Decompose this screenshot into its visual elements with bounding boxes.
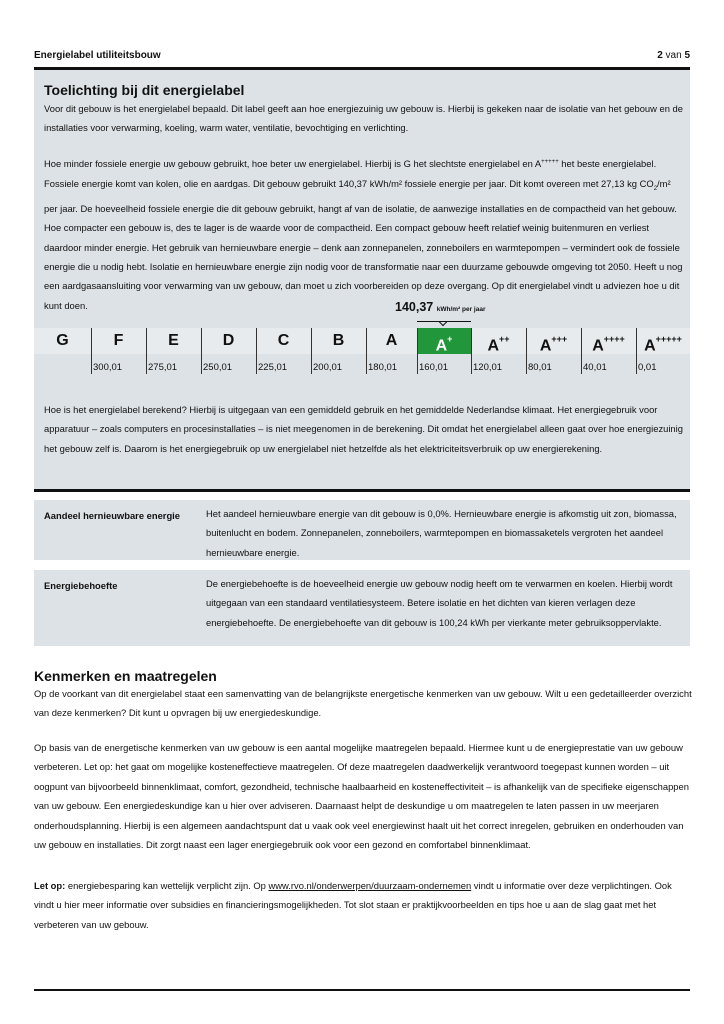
scale-tick xyxy=(471,328,472,374)
section-title-measures: Kenmerken en maatregelen xyxy=(34,668,217,684)
threshold-a-4plus: 40,01 xyxy=(583,362,607,373)
page-header xyxy=(34,50,690,66)
threshold-a: 180,01 xyxy=(368,362,398,373)
energy-demand-row xyxy=(34,570,690,646)
scale-tick xyxy=(146,328,147,374)
label-a-plus-active: A+ xyxy=(417,328,471,354)
renewable-energy-text: Het aandeel hernieuwbare energie van dit gebouw is 0,0%. Hernieuwbare energie is afkomstig uit zon, biomassa, buitenlucht en bodem. Zonnepanelen, zonneboilers, warmtepompen en biomassaketels vergroten het aandeel hernieuwbare energie. xyxy=(206,508,677,558)
threshold-a-3plus: 80,01 xyxy=(528,362,552,373)
scale-tick xyxy=(256,328,257,374)
energy-label-scale xyxy=(34,328,690,354)
renewable-energy-label: Aandeel hernieuwbare energie xyxy=(44,510,180,521)
explanation-paragraph-1: Voor dit gebouw is het energielabel bepaald. Dit label geeft aan hoe energiezuinig uw gebouw is. Hierbij is gekeken naar de isolatie van het gebouw en de installaties voor verwarming, koeling, warm water, ventilatie, bevochtiging en verlichting. xyxy=(44,103,683,134)
renewable-energy-row xyxy=(34,500,690,560)
threshold-d: 250,01 xyxy=(203,362,233,373)
label-a-4plus: A++++ xyxy=(592,334,625,355)
value-pointer xyxy=(417,321,471,327)
explanation-paragraph-2: Hoe minder fossiele energie uw gebouw gebruikt, hoe beter uw energielabel. Hierbij is G het slechtste energielabel en A+++++ het beste energielabel. Fossiele energie komt van kolen, olie en aardgas. Dit gebouw gebruikt 140,37 kWh/m² fossiele energie per jaar. Dit komt overeen met 27,13 kg $CO_2/m^2$ per jaar. De hoeveelheid fossiele energie die dit gebouw gebruikt, hangt af van de isolatie, de aanwezige installaties en de compactheid van het gebouw. Hoe compacter een gebouw is, des te lager is de waarde voor de compactheid. Een compact gebouw heeft relatief weinig buitenmuren en verliest daardoor minder energie. Het gebruik van hernieuwbare energie – denk aan zonnepanelen, zonneboilers en warmtepompen – vermindert ook de fossiele energie die u nodig hebt. Isolatie en hernieuwbare energie zijn nodig voor de transformatie naar een duurzame gebouwde omgeving tot 2050. Heeft u nog een aardgasaansluiting voor verwarming van uw gebouw, dan moet u zich voorbereiden op deze overgang. Op dit energielabel vindt u adviezen hoe u dit kunt doen. xyxy=(44,158,683,311)
label-e: E xyxy=(168,332,179,349)
scale-tick xyxy=(366,328,367,374)
label-a-3plus: A+++ xyxy=(539,334,568,355)
label-a: A xyxy=(385,332,398,349)
threshold-c: 225,01 xyxy=(258,362,288,373)
label-b: B xyxy=(332,332,345,349)
scale-tick xyxy=(311,328,312,374)
rvo-link[interactable]: www.rvo.nl/onderwerpen/duurzaam-ondernemen xyxy=(268,880,472,891)
scale-tick xyxy=(91,328,92,374)
scale-tick xyxy=(417,328,418,374)
threshold-e: 275,01 xyxy=(148,362,178,373)
scale-tick xyxy=(636,328,637,374)
measures-paragraph-1: Op de voorkant van dit energielabel staat een samenvatting van de belangrijkste energetische kenmerken van uw gebouw. Wilt u een gedetailleerder overzicht van deze kenmerken? Dit kunt u opvragen bij uw energiedeskundige. xyxy=(34,688,692,719)
explanation-paragraph-3: Hoe is het energielabel berekend? Hierbij is uitgegaan van een gemiddeld gebruik en het gemiddelde Nederlandse klimaat. Het energiegebruik voor apparatuur – zoals computers en procesinstallaties – is niet meegenomen in de berekening. Dit omdat het energielabel alleen gaat over hoe energiezuinig het gebouw zelf is. Daarom is het energiegebruik op uw energielabel niet hetzelfde als het elektriciteitsverbruik op uw energierekening. xyxy=(44,404,683,454)
label-a-2plus: A++ xyxy=(487,334,510,355)
scale-tick xyxy=(526,328,527,374)
label-f: F xyxy=(113,332,124,349)
threshold-a-2plus: 120,01 xyxy=(473,362,503,373)
label-a-5plus: A+++++ xyxy=(644,334,682,355)
threshold-b: 200,01 xyxy=(313,362,343,373)
label-c: C xyxy=(277,332,290,349)
section-divider xyxy=(34,489,690,492)
energy-value-indicator: 140,37 kWh/m² per jaar xyxy=(395,300,486,314)
threshold-a-5plus: 0,01 xyxy=(638,362,657,373)
document-title: Energielabel utiliteitsbouw xyxy=(34,50,161,61)
measures-note: Let op: energiebesparing kan wettelijk verplicht zijn. Op www.rvo.nl/onderwerpen/duurzaam-ondernemen vindt u informatie over deze verplichtingen. Ook vindt u hier meer informatie over subsidies en financieringsmogelijkheden. Tot slot staan er praktijkvoorbeelden en tips hoe u aan de slag gaat met het verbeteren van uw gebouw. xyxy=(34,880,672,930)
measures-paragraph-2: Op basis van de energetische kenmerken van uw gebouw is een aantal mogelijke maatregelen bepaald. Hiermee kunt u de energieprestatie van uw gebouw verbeteren. Let op: het gaat om mogelijke kosteneffectieve maatregelen. Of deze maatregelen daadwerkelijk verantwoord toegepast kunnen worden – uit oogpunt van bijvoorbeeld binnenklimaat, comfort, gezondheid, technische haalbaarheid en kosteneffectiviteit – is afhankelijk van de specifieke eigenschappen van uw gebouw. Een energiedeskundige kan u hier over adviseren. Daarnaast helpt de deskundige u om maatregelen te laten passen in uw meerjaren onderhoudsplanning. Hierbij is een algemeen aandachtspunt dat u vaak ook veel energiewinst haalt uit het correct inregelen, gebruiken en onderhouden van uw gebouw en installaties. Dit zorgt naast een lager energiegebruik ook voor een gezond en comfortabel binnenklimaat. xyxy=(34,742,689,851)
scale-tick xyxy=(581,328,582,374)
explanation-panel xyxy=(34,70,690,490)
threshold-a-plus: 160,01 xyxy=(419,362,449,373)
page-number: 2 van 5 xyxy=(657,50,690,61)
label-d: D xyxy=(222,332,235,349)
energy-demand-text: De energiebehoefte is de hoeveelheid energie uw gebouw nodig heeft om te verwarmen en koelen. Hierbij wordt uitgegaan van een standaard ventilatiesysteem. Betere isolatie en het dichten van kieren verlagen deze energiebehoefte. De energiebehoefte van dit gebouw is 100,24 kWh per vierkante meter gebruiksoppervlakte. xyxy=(206,578,673,628)
energy-demand-label: Energiebehoefte xyxy=(44,580,118,591)
footer-divider xyxy=(34,989,690,991)
scale-tick xyxy=(201,328,202,374)
label-g: G xyxy=(56,332,69,349)
threshold-f: 300,01 xyxy=(93,362,123,373)
section-title-explanation: Toelichting bij dit energielabel xyxy=(44,82,245,98)
